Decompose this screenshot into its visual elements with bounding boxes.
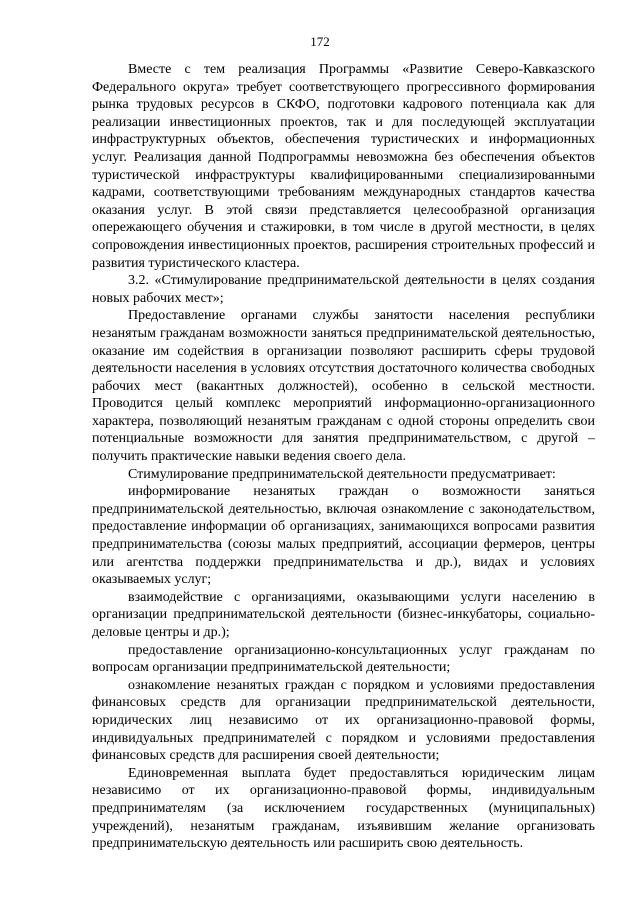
- list-item-financing: ознакомление незанятых граждан с порядком и условиями предоставления финансовых средств для организации предпринимательской деятельности, юридических лиц независимо от их организационно-правовой формы, индивидуальных предпринимателей с порядком и условиями предоставления финансовых средств для расширения своей деятельности;: [92, 677, 595, 764]
- paragraph-employment-service: Предоставление органами службы занятости населения республики незанятым гражданам возможности заняться предпринимательской деятельностью, оказание им содействия в организации позволяют расширить сферы трудовой деятельности населения в условиях отсутствия достаточного количества свободных рабочих мест (вакантных должностей), особенно в сельской местности. Проводится целый комплекс мероприятий информационно-организационного характера, позволяющий незанятым гражданам с одной стороны определить свои потенциальные возможности для занятия предпринимательством, с другой – получить практические навыки ведения своего дела.: [92, 308, 595, 465]
- list-item-interaction: взаимодействие с организациями, оказывающими услуги населению в организации предпринимательской деятельности (бизнес-инкубаторы, социально-деловые центры и др.);: [92, 589, 595, 640]
- page-number: 172: [310, 34, 330, 49]
- section-heading-3-2: 3.2. «Стимулирование предпринимательской деятельности в целях создания новых рабочих мест»;: [92, 273, 595, 306]
- list-item-consulting: предоставление организационно-консультационных услуг гражданам по вопросам организации предпринимательской деятельности;: [92, 642, 595, 676]
- list-item-informing: информирование незанятых граждан о возможности заняться предпринимательской деятельностью, включая ознакомление с законодательством, предоставление информации об организациях, занимающихся вопросами развития предпринимательства (союзы малых предприятий, ассоциации фермеров, центры или агентства поддержки предпринимательства и др.), видах и условиях оказываемых услуг;: [92, 484, 595, 588]
- paragraph-program-context: Вместе с тем реализация Программы «Развитие Северо-Кавказского Федерального округа» требует соответствующего прогрессивного формирования рынка трудовых ресурсов в СКФО, подготовки кадрового потенциала как для реализации инвестиционных проектов, так и для последующей эксплуатации инфраструктурных объектов, обеспечения туристических и информационных услуг. Реализация данной Подпрограммы невозможна без обеспечения объектов туристической инфраструктуры квалифицированными специализированными кадрами, соответствующими требованиям международных стандартов качества оказания услуг. В этой связи представляется целесообразной организация опережающего обучения и стажировки, в том числе в другой местности, в целях сопровождения инвестиционных проектов, расширения строительных профессий и развития туристического кластера.: [92, 62, 595, 271]
- paragraph-lump-sum-payment: Единовременная выплата будет предоставляться юридическим лицам независимо от их организационно-правовой формы, индивидуальным предпринимателям (за исключением государственных (муниципальных) учреждений), незанятым гражданам, изъявившим желание организовать предпринимательскую деятельность или расширить свою деятельность.: [92, 765, 595, 852]
- paragraph-stimulation-intro: Стимулирование предпринимательской деятельности предусматривает:: [128, 466, 556, 482]
- document-body: [92, 61, 595, 853]
